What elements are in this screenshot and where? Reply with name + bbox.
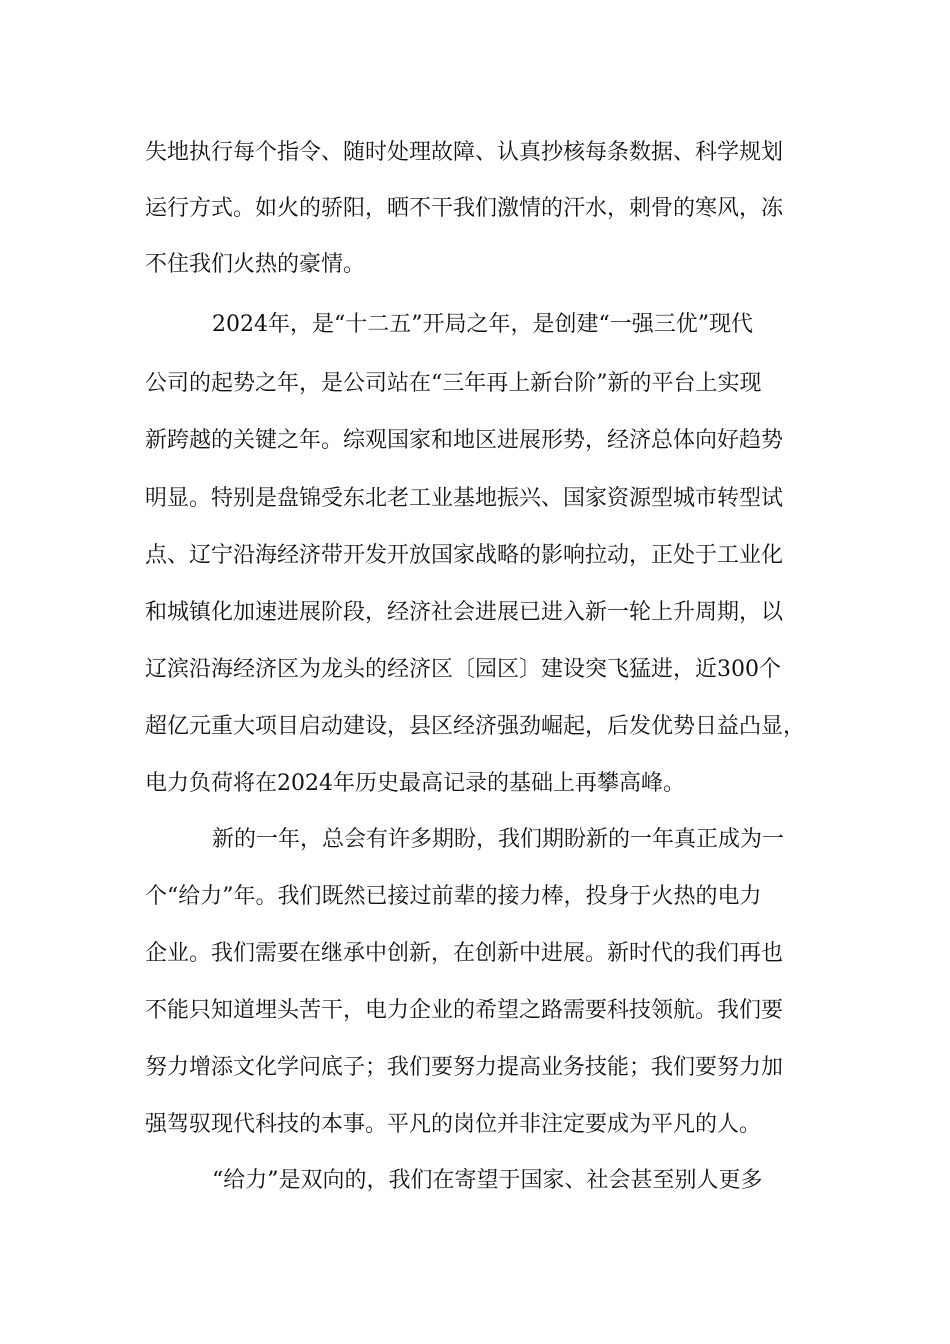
paragraph-4-line-1: “给力”是双向的，我们在寄望于国家、社会甚至别人更多 xyxy=(212,1168,763,1193)
paragraph-3-line-4: 不能只知道埋头苦干，电力企业的希望之路需要科技领航。我们要 xyxy=(145,998,784,1023)
paragraph-2-line-4: 明显。特别是盘锦受东北老工业基地振兴、国家资源型城市转型试 xyxy=(145,486,784,511)
paragraph-1-line-3: 不住我们火热的豪情。 xyxy=(145,252,366,277)
paragraph-2-line-5: 点、辽宁沿海经济带开发开放国家战略的影响拉动，正处于工业化 xyxy=(145,543,784,568)
paragraph-2-line-3: 新跨越的关键之年。综观国家和地区进展形势，经济总体向好趋势 xyxy=(145,428,784,453)
paragraph-2-line-1: 2024年，是“十二五”开局之年，是创建“一强三优”现代 xyxy=(212,312,753,337)
paragraph-3-line-6: 强驾驭现代科技的本事。平凡的岗位并非注定要成为平凡的人。 xyxy=(145,1112,762,1137)
paragraph-1-line-1: 失地执行每个指令、随时处理故障、认真抄核每条数据、科学规划 xyxy=(145,140,784,165)
paragraph-1-line-2: 运行方式。如火的骄阳，晒不干我们激情的汗水，刺骨的寒风，冻 xyxy=(145,196,784,221)
paragraph-2-line-7: 辽滨沿海经济区为龙头的经济区〔园区〕建设突飞猛进，近300个 xyxy=(145,657,781,682)
paragraph-2-line-9: 电力负荷将在2024年历史最高记录的基础上再攀高峰。 xyxy=(145,771,685,796)
paragraph-3-line-3: 企业。我们需要在继承中创新，在创新中进展。新时代的我们再也 xyxy=(145,941,784,966)
paragraph-2-line-6: 和城镇化加速进展阶段，经济社会进展已进入新一轮上升周期，以 xyxy=(145,600,784,625)
paragraph-3-line-5: 努力增添文化学问底子；我们要努力提高业务技能；我们要努力加 xyxy=(145,1055,784,1080)
paragraph-2-line-8: 超亿元重大项目启动建设，县区经济强劲崛起，后发优势日益凸显， xyxy=(145,714,806,739)
paragraph-2-line-2: 公司的起势之年，是公司站在“三年再上新台阶”新的平台上实现 xyxy=(145,371,762,396)
paragraph-3-line-2: 个“给力”年。我们既然已接过前辈的接力棒，投身于火热的电力 xyxy=(145,884,762,909)
paragraph-3-line-1: 新的一年，总会有许多期盼，我们期盼新的一年真正成为一 xyxy=(212,827,785,852)
